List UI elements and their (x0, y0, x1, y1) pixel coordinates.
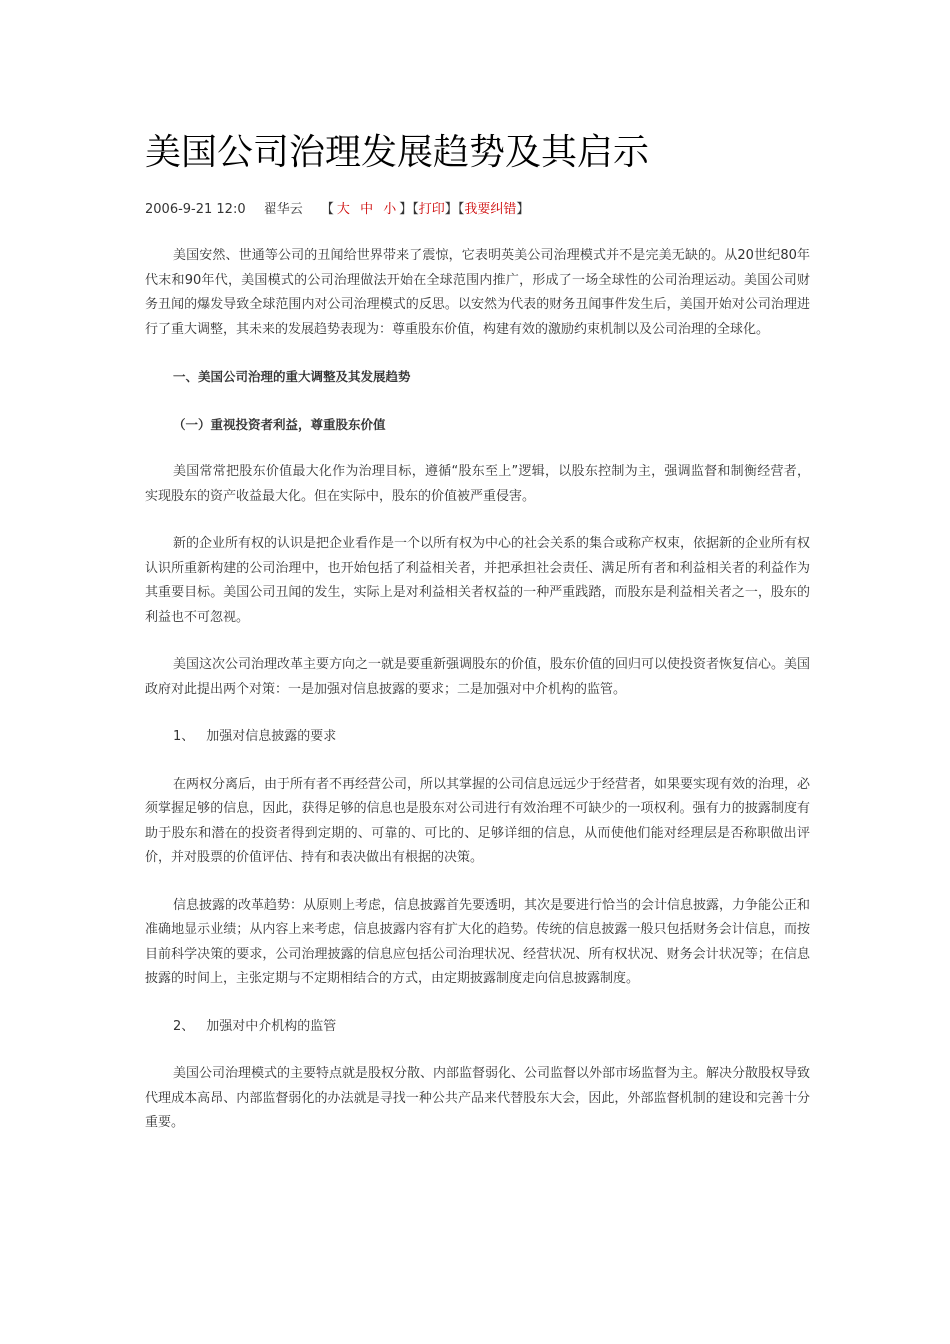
report-error-link[interactable]: 我要纠错 (464, 202, 517, 217)
font-size-controls (321, 202, 412, 217)
item-label: 加强对信息披露的要求 (206, 729, 337, 744)
body-paragraph: 美国这次公司治理改革主要方向之一就是要重新强调股东的价值，股东价值的回归可以使投资者恢复信心。美国政府对此提出两个对策：一是加强对信息披露的要求；二是加强对中介机构的监管。 (145, 657, 811, 697)
font-large-link[interactable]: 大 (336, 202, 350, 217)
bracket-close: 】 (516, 202, 530, 217)
print-link[interactable]: 打印 (418, 202, 445, 217)
author-name: 翟华云 (263, 202, 303, 217)
item-number: 2、 (173, 1018, 195, 1034)
body-paragraph: 美国公司治理模式的主要特点就是股权分散、内部监督弱化、公司监督以外部市场监督为主。解决分散股权导致代理成本高昂、内部监督弱化的办法就是寻找一种公共产品来代替股东大会，因此，外部监督机制的建设和完善十分重要。 (145, 1066, 811, 1130)
item-label: 加强对中介机构的监管 (206, 1018, 337, 1034)
numbered-subheading (145, 725, 810, 750)
bracket-open: 【 (320, 202, 334, 217)
intro-paragraph: 美国安然、世通等公司的丑闻给世界带来了震惊，它表明英美公司治理模式并不是完美无缺的。从20世纪80年代末和90年代，美国模式的公司治理做法开始在全球范围内推广，形成了一场全球性的公司治理运动。美国公司财务丑闻的爆发导致全球范围内对公司治理模式的反思。以安然为代表的财务丑闻事件发生后，美国开始对公司治理进行了重大调整，其未来的发展趋势表现为：尊重股东价值，构建有效的激励约束机制以及公司治理的全球化。 (145, 248, 810, 337)
item-number: 1、 (173, 729, 195, 744)
font-small-link[interactable]: 小 (383, 202, 397, 217)
report-error-control (458, 202, 530, 217)
article-title: 美国公司治理发展趋势及其启示 (145, 132, 650, 173)
section-heading: 一、美国公司治理的重大调整及其发展趋势 (173, 369, 411, 384)
bracket-open: 【 (412, 202, 419, 217)
body-paragraph: 在两权分离后，由于所有者不再经营公司，所以其掌握的公司信息远远少于经营者，如果要实现有效的治理，必须掌握足够的信息，因此，获得足够的信息也是股东对公司进行有效治理不可缺少的一项权利。强有力的披露制度有助于股东和潜在的投资者得到定期的、可靠的、可比的、足够详细的信息，从而使他们能对经理层是否称职做出评价，并对股票的价值评估、持有和表决做出有根据的决策。 (145, 776, 811, 865)
publish-date: 2006-9-21 12:0 (145, 202, 246, 217)
bracket-open: 【 (457, 202, 465, 217)
subsection-heading: （一）重视投资者利益，尊重股东价值 (173, 416, 386, 432)
article-meta (145, 200, 529, 220)
body-paragraph: 新的企业所有权的认识是把企业看作是一个以所有权为中心的社会关系的集合或称产权束，依据新的企业所有权认识所重新构建的公司治理中，也开始包括了利益相关者，并把承担社会责任、满足所有者和利益相关者的利益作为其重要目标。美国公司丑闻的发生，实际上是对利益相关者权益的一种严重践踏，而股东是利益相关者之一，股东的利益也不可忽视。 (145, 536, 811, 625)
article-body (145, 244, 810, 1159)
print-control (412, 202, 458, 217)
body-paragraph: 信息披露的改革趋势：从原则上考虑，信息披露首先要透明，其次是要进行恰当的会计信息披露，力争能公正和准确地显示业绩；从内容上来考虑，信息披露内容有扩大化的趋势。传统的信息披露一般只包括财务会计信息，而按目前科学决策的要求，公司治理披露的信息应包括公司治理状况、经营状况、所有权状况、财务会计状况等；在信息披露的时间上，主张定期与不定期相结合的方式，由定期披露制度走向信息披露制度。 (145, 897, 811, 986)
body-paragraph: 美国常常把股东价值最大化作为治理目标，遵循“股东至上”逻辑，以股东控制为主，强调监督和制衡经营者，实现股东的资产收益最大化。但在实际中，股东的价值被严重侵害。 (145, 464, 810, 504)
bracket-close: 】 (399, 202, 413, 217)
bracket-close: 】 (444, 202, 458, 217)
font-medium-link[interactable]: 中 (360, 202, 374, 217)
numbered-subheading (145, 1015, 810, 1040)
